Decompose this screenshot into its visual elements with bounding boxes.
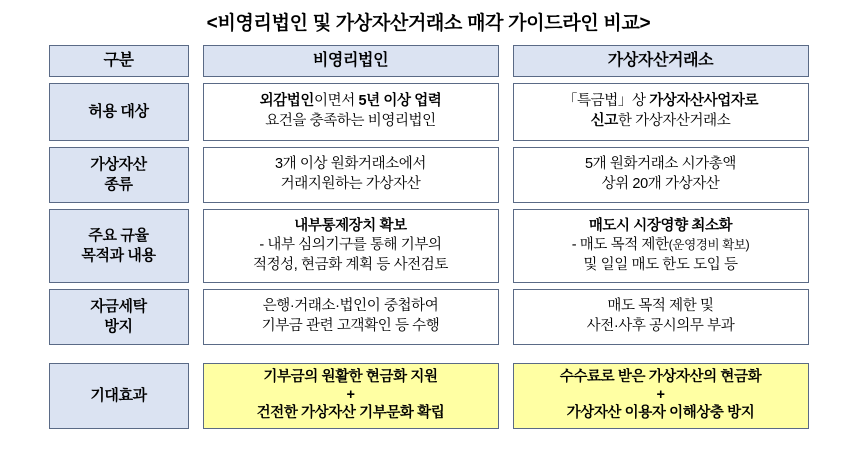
text-fragment: 매도시 시장영향 최소화	[588, 217, 733, 234]
expected-effect-row	[49, 363, 809, 429]
text-fragment: 자금세탁	[90, 297, 147, 315]
cell-nonprofit-expected-effect	[203, 363, 499, 429]
text-fragment: 기부금 관련 고객확인 등 수행	[261, 318, 440, 334]
text-fragment: 3개 이상 원화거래소에서	[275, 156, 426, 173]
text-fragment: 내부통제장치 확보	[294, 217, 407, 234]
cell-nonprofit-asset-type	[203, 147, 499, 203]
table-row	[49, 209, 809, 283]
text-fragment: 적정성, 현금화 계획 등 사전검토	[252, 256, 449, 273]
text-fragment: 방지	[104, 318, 133, 335]
text-fragment: 매도 목적 제한 및	[607, 298, 714, 315]
text-fragment: 은행·거래소·법인이 중첩하여	[262, 298, 439, 315]
table-row	[49, 83, 809, 141]
page-title: <비영리법인 및 가상자산거래소 매각 가이드라인 비교>	[206, 13, 651, 34]
text-fragment: - 내부 심의기구를 통해 기부의	[259, 237, 442, 254]
table-row	[49, 289, 809, 345]
text-fragment: 5년 이상 업력	[358, 93, 442, 110]
row-label-aml	[49, 289, 189, 345]
table-header-row	[49, 45, 809, 77]
row-label-regulation-purpose	[49, 209, 189, 283]
text-fragment: 상	[631, 93, 650, 110]
cell-exchange-aml	[513, 289, 809, 345]
row-label-allowed-target: 허용 대상	[49, 83, 189, 141]
cell-exchange-regulation	[513, 209, 809, 283]
plus-sign: +	[346, 387, 355, 404]
text-fragment: 상위 20개 가상자산	[601, 176, 720, 192]
header-exchange: 가상자산거래소	[513, 45, 809, 77]
plus-sign: +	[656, 387, 665, 404]
text-fragment: 주요 규율	[88, 226, 149, 244]
cell-exchange-expected-effect	[513, 363, 809, 429]
text-fragment: 5개 원화거래소 시가총액	[585, 156, 736, 173]
text-fragment: 종류	[104, 176, 133, 193]
text-fragment: 건전한 가상자산 기부문화 확립	[256, 404, 445, 421]
text-fragment: (운영경비 확보)	[668, 238, 750, 253]
text-fragment: 수수료로 받은 가상자산의 현금화	[559, 369, 762, 386]
row-label-asset-type	[49, 147, 189, 203]
comparison-table	[49, 45, 809, 429]
text-fragment: 거래지원하는 가상자산	[280, 176, 421, 192]
cell-exchange-asset-type	[513, 147, 809, 203]
text-fragment: 한 가상자산거래소	[617, 113, 731, 129]
text-fragment: 사전·사후 공시의무 부과	[586, 318, 735, 334]
table-row	[49, 147, 809, 203]
text-fragment: 및 일일 매도 한도 도입 등	[583, 256, 738, 273]
text-fragment: 가상자산사업자로	[649, 93, 759, 110]
text-fragment: - 매도 목적 제한	[571, 237, 669, 254]
text-fragment: 가상자산	[90, 155, 147, 173]
text-fragment: 「특금법」	[562, 93, 632, 110]
row-label-expected-effect: 기대효과	[49, 363, 189, 429]
text-fragment: 요건을 충족하는 비영리법인	[265, 113, 436, 129]
text-fragment: 가상자산 이용자 이해상충 방지	[566, 404, 755, 421]
header-nonprofit: 비영리법인	[203, 45, 499, 77]
text-fragment: 외감법인	[259, 93, 314, 110]
cell-nonprofit-regulation	[203, 209, 499, 283]
text-fragment: 목적과 내용	[81, 247, 156, 264]
header-division: 구분	[49, 45, 189, 77]
cell-nonprofit-allowed-target	[203, 83, 499, 141]
cell-nonprofit-aml	[203, 289, 499, 345]
text-fragment: 이면서	[314, 93, 359, 110]
cell-exchange-allowed-target	[513, 83, 809, 141]
text-fragment: 신고	[590, 113, 618, 129]
text-fragment: 기부금의 원활한 현금화 지원	[263, 369, 438, 386]
